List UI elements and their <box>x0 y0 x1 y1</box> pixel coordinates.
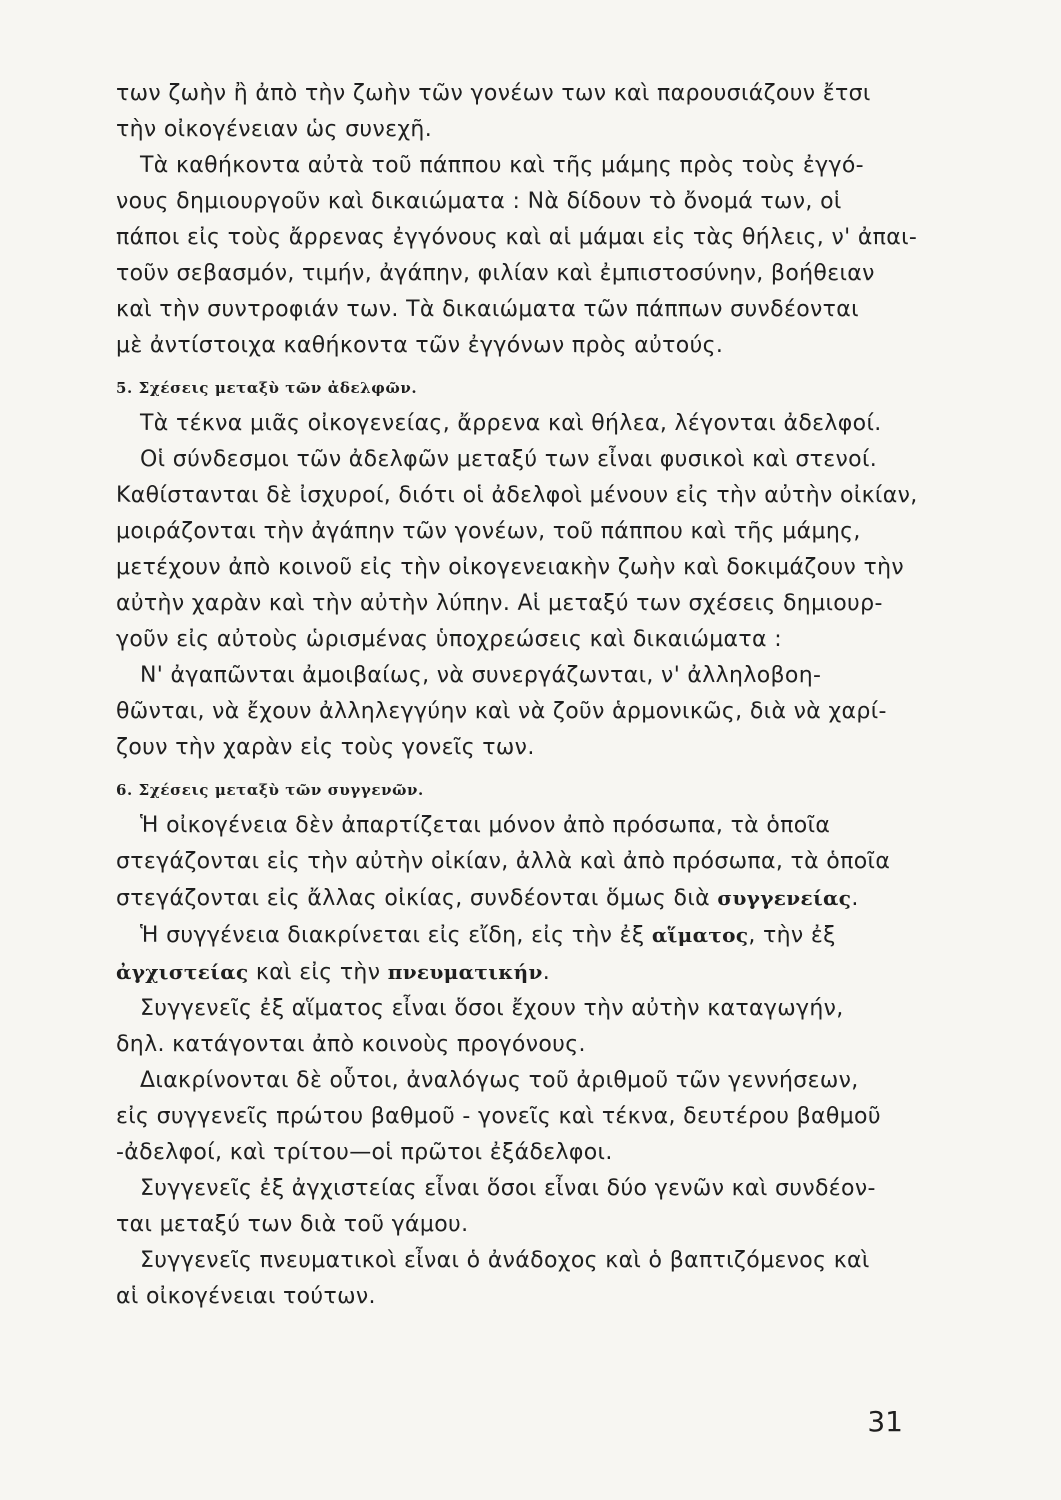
text-line: θῶνται, νὰ ἔχουν ἀλληλεγγύην καὶ νὰ ζοῦν ἁρμονικῶς, διὰ νὰ χαρί- <box>116 699 887 724</box>
text-line: καὶ τὴν συντροφιάν των. Τὰ δικαιώματα τῶν πάππων συνδέονται <box>116 297 859 322</box>
text-line: ζουν τὴν χαρὰν εἰς τοὺς γονεῖς των. <box>116 735 535 760</box>
text-line: Ν' ἀγαπῶνται ἀμοιβαίως, νὰ συνεργάζωνται, ν' ἀλληλοβοη- <box>140 663 822 688</box>
text-fragment: , τὴν ἐξ <box>748 923 836 948</box>
section-heading: 6. Σχέσεις μεταξὺ τῶν συγγενῶν. <box>116 781 424 799</box>
section-heading: 5. Σχέσεις μεταξὺ τῶν ἀδελφῶν. <box>116 379 418 397</box>
text-line <box>116 954 911 991</box>
text-line: μετέχουν ἀπὸ κοινοῦ εἰς τὴν οἰκογενειακὴν ζωὴν καὶ δοκιμάζουν τὴν <box>116 555 905 580</box>
text-line: Διακρίνονται δὲ οὗτοι, ἀναλόγως τοῦ ἀριθμοῦ τῶν γεννήσεων, <box>140 1068 859 1093</box>
text-line: εἰς συγγενεῖς πρώτου βαθμοῦ - γονεῖς καὶ τέκνα, δευτέρου βαθμοῦ <box>116 1104 881 1129</box>
text-line <box>116 917 911 954</box>
text-line: Οἱ σύνδεσμοι τῶν ἀδελφῶν μεταξύ των εἶναι φυσικοὶ καὶ στενοί. <box>140 447 878 472</box>
text-line: Ἡ οἰκογένεια δὲν ἀπαρτίζεται μόνον ἀπὸ πρόσωπα, τὰ ὁποῖα <box>140 813 831 838</box>
text-fragment: στεγάζονται εἰς ἄλλας οἰκίας, συνδέονται ὅμως διὰ <box>116 886 718 911</box>
text-line: αὐτὴν χαρὰν καὶ τὴν αὐτὴν λύπην. Αἱ μεταξύ των σχέσεις δημιουρ- <box>116 591 883 616</box>
text-line: νους δημιουργοῦν καὶ δικαιώματα : Νὰ δίδουν τὸ ὄνομά των, οἱ <box>116 189 842 214</box>
bold-term: συγγενείας <box>717 886 852 910</box>
text-line: Τὰ τέκνα μιᾶς οἰκογενείας, ἄρρενα καὶ θήλεα, λέγονται ἀδελφοί. <box>140 411 882 436</box>
text-fragment: . <box>851 886 859 911</box>
text-line: πάποι εἰς τοὺς ἄρρενας ἐγγόνους καὶ αἱ μάμαι εἰς τὰς θήλεις, ν' ἀπαι- <box>116 225 918 250</box>
page-number: 31 <box>867 1405 903 1438</box>
text-line <box>116 880 911 917</box>
text-line: Συγγενεῖς ἐξ ἀγχιστείας εἶναι ὅσοι εἶναι δύο γενῶν καὶ συνδέον- <box>140 1176 876 1201</box>
bold-term: αἵματος <box>651 923 749 947</box>
bold-term: πνευματικήν <box>387 960 543 984</box>
text-line: Συγγενεῖς ἐξ αἵματος εἶναι ὅσοι ἔχουν τὴν αὐτὴν καταγωγήν, <box>140 996 844 1021</box>
bold-term: ἀγχιστείας <box>116 960 249 984</box>
text-line: Τὰ καθήκοντα αὐτὰ τοῦ πάππου καὶ τῆς μάμης πρὸς τοὺς ἐγγό- <box>140 153 864 178</box>
text-line: στεγάζονται εἰς τὴν αὐτὴν οἰκίαν, ἀλλὰ καὶ ἀπὸ πρόσωπα, τὰ ὁποῖα <box>116 849 891 874</box>
text-line: μοιράζονται τὴν ἀγάπην τῶν γονέων, τοῦ πάππου καὶ τῆς μάμης, <box>116 519 861 544</box>
text-line: μὲ ἀντίστοιχα καθήκοντα τῶν ἐγγόνων πρὸς αὐτούς. <box>116 333 724 358</box>
text-line: των ζωὴν ἢ ἀπὸ τὴν ζωὴν τῶν γονέων των καὶ παρουσιάζουν ἔτσι <box>116 81 871 106</box>
text-line: δηλ. κατάγονται ἀπὸ κοινοὺς προγόνους. <box>116 1032 586 1057</box>
text-fragment: . <box>542 960 551 985</box>
text-line: Συγγενεῖς πνευματικοὶ εἶναι ὁ ἀνάδοχος καὶ ὁ βαπτιζόμενος καὶ <box>140 1248 870 1273</box>
text-line: τὴν οἰκογένειαν ὡς συνεχῆ. <box>116 117 433 142</box>
text-line: ται μεταξύ των διὰ τοῦ γάμου. <box>116 1212 469 1237</box>
text-fragment: καὶ εἰς τὴν <box>248 960 388 985</box>
text-line: -ἀδελφοί, καὶ τρίτου—οἱ πρῶτοι ἐξάδελφοι. <box>116 1140 613 1165</box>
text-line: γοῦν εἰς αὐτοὺς ὡρισμένας ὑποχρεώσεις καὶ δικαιώματα : <box>116 627 782 652</box>
text-line: Καθίστανται δὲ ἰσχυροί, διότι οἱ ἀδελφοὶ μένουν εἰς τὴν αὐτὴν οἰκίαν, <box>116 483 918 508</box>
text-fragment: Ἡ συγγένεια διακρίνεται εἰς εἴδη, εἰς τὴν ἐξ <box>140 923 652 948</box>
text-line: τοῦν σεβασμόν, τιμήν, ἀγάπην, φιλίαν καὶ ἐμπιστοσύνην, βοήθειαν <box>116 261 875 286</box>
text-line: αἱ οἰκογένειαι τούτων. <box>116 1284 376 1309</box>
